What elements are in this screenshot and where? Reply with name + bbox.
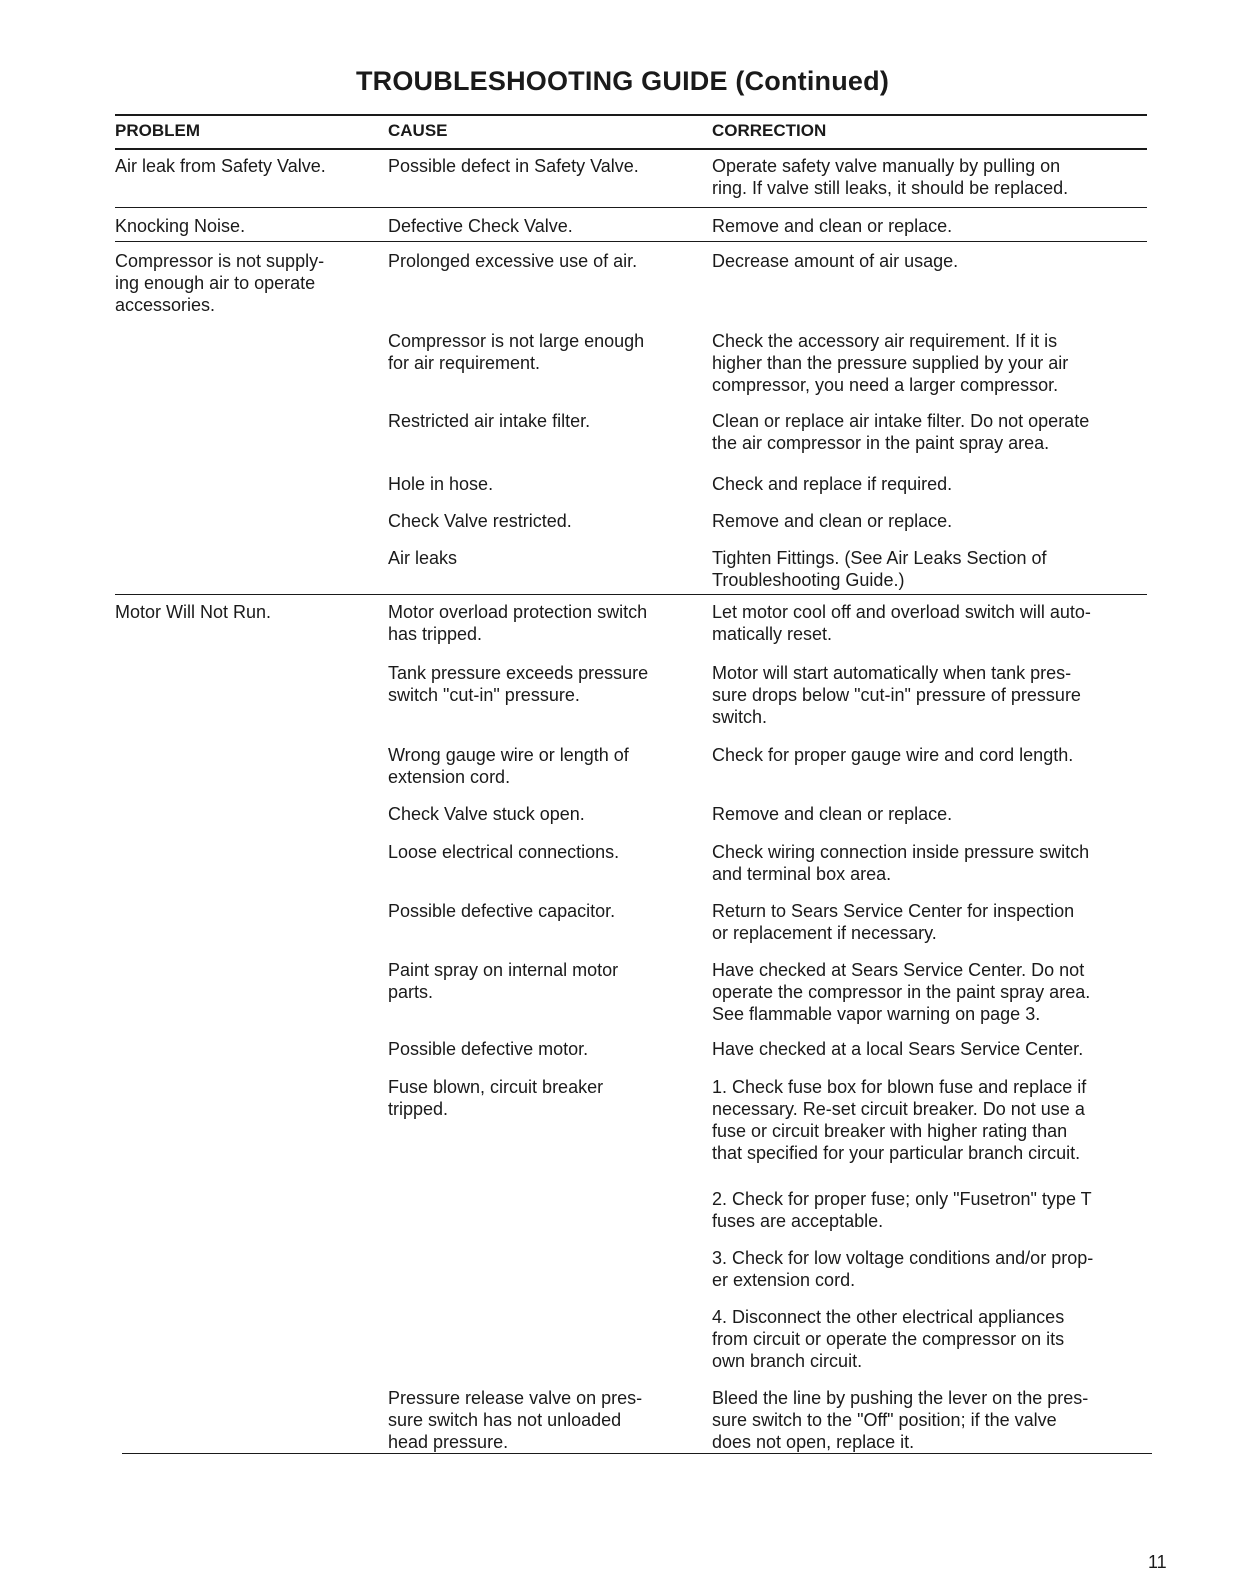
cause-line: Possible defect in Safety Valve. [388,156,639,176]
cause-line: sure switch has not unloaded [388,1410,622,1430]
correction-line: Motor will start automatically when tank pres- [712,663,1072,683]
cause-line: Restricted air intake filter. [388,411,591,431]
cell-correction [712,900,1122,944]
cell-correction [712,803,1122,825]
cell-cause [388,1076,688,1120]
cell-cause [388,410,688,432]
correction-line: fuse or circuit breaker with higher rating than [712,1121,1068,1141]
problem-line: Knocking Noise. [115,216,246,236]
correction-line: higher than the pressure supplied by your air [712,353,1069,373]
correction-line: er extension cord. [712,1270,856,1290]
cell-correction [712,510,1122,532]
row-separator [122,1453,1152,1454]
correction-line: 4. Disconnect the other electrical appliances [712,1307,1065,1327]
cell-correction [712,250,1122,272]
cell-cause [388,215,688,237]
cell-correction [712,1387,1122,1453]
correction-line: Remove and clean or replace. [712,804,953,824]
cell-problem [115,601,375,623]
correction-line: or replacement if necessary. [712,923,937,943]
cause-line: Air leaks [388,548,458,568]
cell-correction [712,1247,1122,1291]
cell-cause [388,841,688,863]
correction-line: 3. Check for low voltage conditions and/or prop- [712,1248,1094,1268]
correction-line: Have checked at a local Sears Service Center. [712,1039,1084,1059]
correction-line: See flammable vapor warning on page 3. [712,1004,1041,1024]
cell-cause [388,510,688,532]
cell-correction [712,155,1122,199]
cell-cause [388,250,688,272]
row-separator [115,594,1147,595]
cause-line: Compressor is not large enough [388,331,645,351]
correction-line: Tighten Fittings. (See Air Leaks Section of [712,548,1047,568]
correction-line: ring. If valve still leaks, it should be replaced. [712,178,1069,198]
cell-cause [388,1038,688,1060]
correction-line: and terminal box area. [712,864,892,884]
correction-line: Check the accessory air requirement. If it is [712,331,1058,351]
cause-line: head pressure. [388,1432,509,1452]
correction-line: Let motor cool off and overload switch will auto- [712,602,1091,622]
header-bottom-rule [115,148,1147,150]
cell-correction [712,744,1122,766]
correction-line: Check wiring connection inside pressure switch [712,842,1090,862]
cause-line: Loose electrical connections. [388,842,620,862]
correction-line: fuses are acceptable. [712,1211,884,1231]
cause-line: has tripped. [388,624,483,644]
correction-line: does not open, replace it. [712,1432,915,1452]
cell-problem [115,215,375,237]
correction-line: Bleed the line by pushing the lever on the pres- [712,1388,1089,1408]
header-cause: CAUSE [388,121,448,140]
row-separator [115,207,1147,208]
correction-line: matically reset. [712,624,833,644]
cell-cause [388,473,688,495]
cell-cause [388,601,688,645]
cause-line: tripped. [388,1099,449,1119]
cause-line: Pressure release valve on pres- [388,1388,643,1408]
correction-line: Check and replace if required. [712,474,953,494]
correction-line: Clean or replace air intake filter. Do not operate [712,411,1090,431]
cell-correction [712,662,1122,728]
cause-line: extension cord. [388,767,511,787]
correction-line: Check for proper gauge wire and cord length. [712,745,1074,765]
header-top-rule [115,114,1147,116]
correction-line: Return to Sears Service Center for inspection [712,901,1075,921]
problem-line: Compressor is not supply- [115,251,325,271]
page-title: TROUBLESHOOTING GUIDE (Continued) [355,66,890,96]
cause-line: Possible defective motor. [388,1039,589,1059]
cell-correction [712,601,1122,645]
cell-correction [712,841,1122,885]
cause-line: Possible defective capacitor. [388,901,616,921]
correction-line: Decrease amount of air usage. [712,251,959,271]
cell-cause [388,547,688,569]
cause-line: switch "cut-in" pressure. [388,685,580,705]
correction-line: switch. [712,707,768,727]
problem-line: accessories. [115,295,216,315]
header-correction: CORRECTION [712,121,827,140]
cause-line: Defective Check Valve. [388,216,573,236]
cell-correction [712,215,1122,237]
cell-problem [115,155,375,177]
cause-line: parts. [388,982,434,1002]
cell-correction [712,1306,1122,1372]
cell-cause [388,744,688,788]
cause-line: Paint spray on internal motor [388,960,619,980]
correction-line: that specified for your particular branch circuit. [712,1143,1081,1163]
cell-correction [712,547,1122,591]
cell-correction [712,1038,1122,1060]
problem-line: ing enough air to operate [115,273,316,293]
cell-cause [388,662,688,706]
problem-line: Air leak from Safety Valve. [115,156,326,176]
correction-line: Remove and clean or replace. [712,511,953,531]
cause-line: Tank pressure exceeds pressure [388,663,649,683]
cause-line: Wrong gauge wire or length of [388,745,629,765]
cell-correction [712,473,1122,495]
cell-correction [712,1188,1122,1232]
page-number: 11 [1148,1552,1167,1572]
cell-correction [712,959,1122,1025]
cause-line: Hole in hose. [388,474,494,494]
cause-line: Check Valve restricted. [388,511,572,531]
cell-cause [388,1387,688,1453]
cause-line: Fuse blown, circuit breaker [388,1077,604,1097]
cell-correction [712,330,1122,396]
cell-correction [712,410,1122,454]
cause-line: Prolonged excessive use of air. [388,251,638,271]
cell-cause [388,330,688,374]
correction-line: sure drops below "cut-in" pressure of pressure [712,685,1081,705]
problem-line: Motor Will Not Run. [115,602,272,622]
cell-cause [388,959,688,1003]
correction-line: Operate safety valve manually by pulling on [712,156,1061,176]
header-problem: PROBLEM [115,121,200,140]
correction-line: operate the compressor in the paint spray area. [712,982,1091,1002]
cause-line: Check Valve stuck open. [388,804,585,824]
correction-line: Have checked at Sears Service Center. Do not [712,960,1085,980]
correction-line: necessary. Re-set circuit breaker. Do not use a [712,1099,1085,1119]
cause-line: Motor overload protection switch [388,602,648,622]
correction-line: Troubleshooting Guide.) [712,570,905,590]
correction-line: compressor, you need a larger compressor. [712,375,1059,395]
correction-line: from circuit or operate the compressor on its [712,1329,1065,1349]
correction-line: Remove and clean or replace. [712,216,953,236]
correction-line: sure switch to the "Off" position; if the valve [712,1410,1057,1430]
cause-line: for air requirement. [388,353,541,373]
cell-correction [712,1076,1122,1164]
correction-line: 1. Check fuse box for blown fuse and replace if [712,1077,1087,1097]
cell-cause [388,803,688,825]
correction-line: own branch circuit. [712,1351,863,1371]
cell-cause [388,900,688,922]
correction-line: 2. Check for proper fuse; only "Fusetron" type T [712,1189,1092,1209]
cell-problem [115,250,375,316]
row-separator [115,241,1147,242]
cell-cause [388,155,688,177]
correction-line: the air compressor in the paint spray area. [712,433,1050,453]
